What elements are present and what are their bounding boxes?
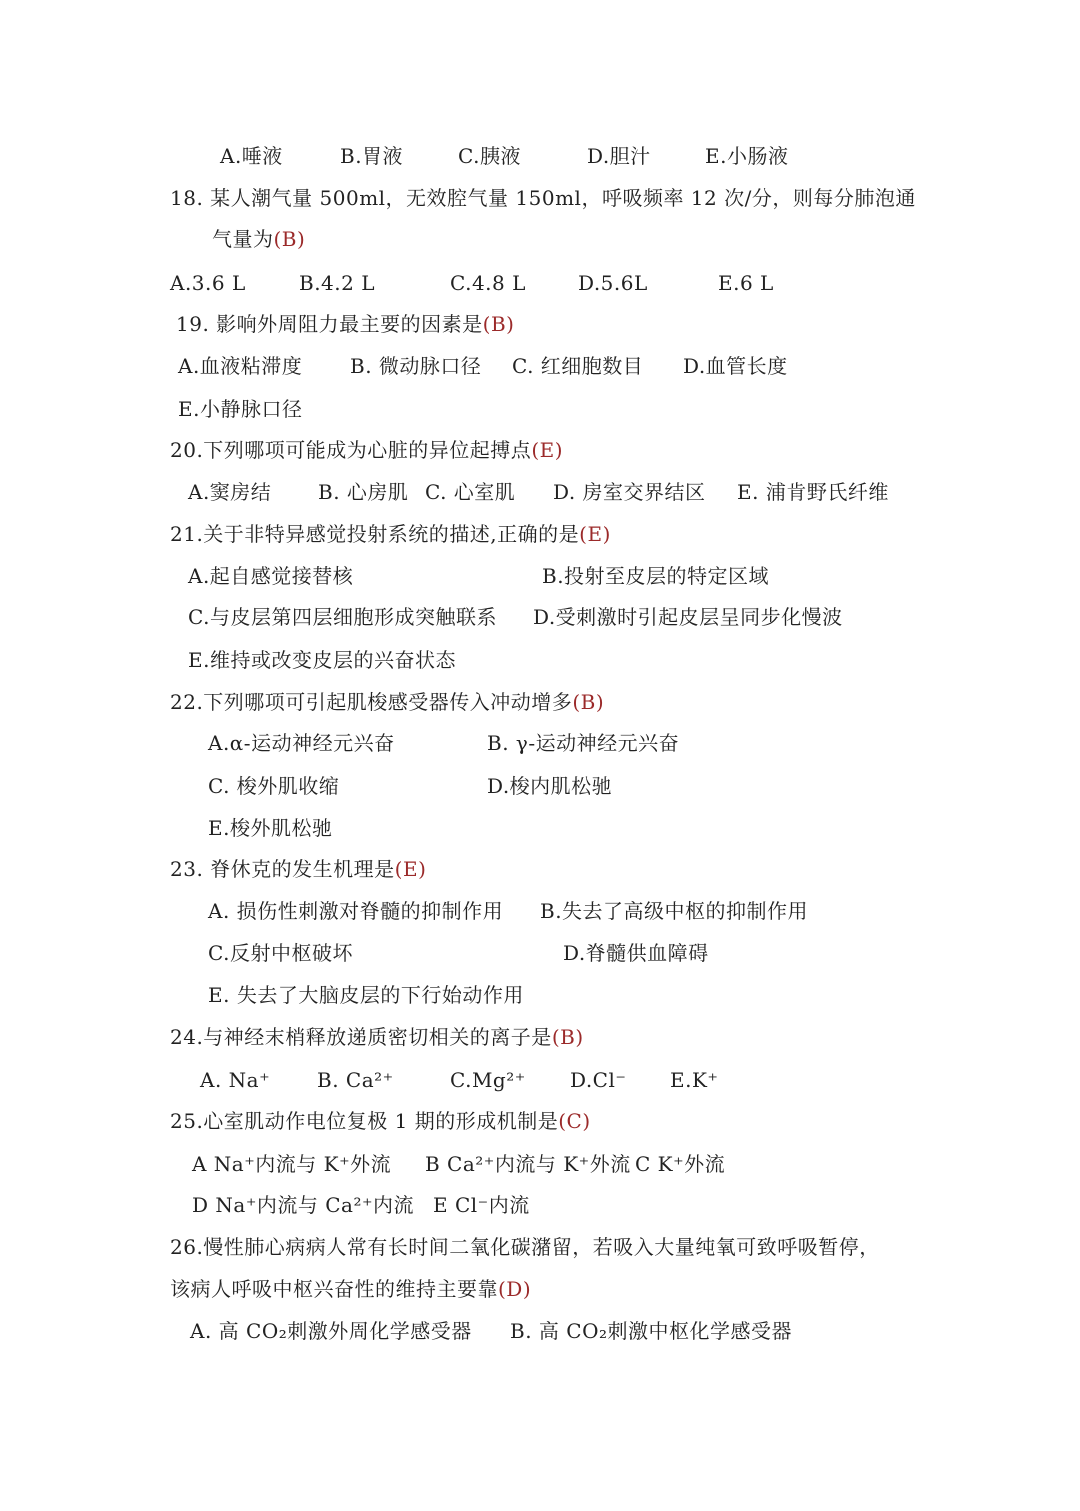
q21-answer: (E) [579, 522, 611, 546]
q23-answer: (E) [394, 857, 427, 881]
q23-stem-text: 23. 脊休克的发生机理是 [170, 857, 395, 881]
q25-option-e[interactable]: E Cl⁻内流 [433, 1193, 530, 1217]
q23-option-e[interactable]: E. 失去了大脑皮层的下行始动作用 [208, 983, 524, 1007]
q20-option-a[interactable]: A.窦房结 [188, 480, 272, 504]
q20-stem-text: 20.下列哪项可能成为心脏的异位起搏点 [170, 438, 532, 462]
q25-answer: (C) [558, 1109, 591, 1133]
q19-option-c[interactable]: C. 红细胞数目 [512, 354, 644, 378]
q21-option-e[interactable]: E.维持或改变皮层的兴奋状态 [188, 648, 456, 672]
q20-stem [170, 437, 563, 463]
q20-option-d[interactable]: D. 房室交界结区 [553, 480, 706, 504]
q23-option-a[interactable]: A. 损伤性刺激对脊髓的抑制作用 [208, 899, 504, 923]
q24-option-e[interactable]: E.K⁺ [670, 1068, 719, 1092]
q22-answer: (B) [572, 690, 605, 714]
q22-option-b[interactable]: B. γ-运动神经元兴奋 [487, 731, 680, 755]
q21-option-d[interactable]: D.受刺激时引起皮层呈同步化慢波 [533, 605, 843, 629]
q26-options [0, 1318, 1080, 1344]
q19-option-e[interactable]: E.小静脉口径 [178, 397, 303, 421]
q18-option-e[interactable]: E.6 L [718, 271, 774, 295]
q21-stem [170, 521, 611, 547]
q17-option-b[interactable]: B.胃液 [340, 144, 404, 168]
q24-options [0, 1067, 1080, 1093]
q17-options [0, 143, 1080, 169]
q23-options-row1 [0, 898, 1080, 924]
q24-option-c[interactable]: C.Mg²⁺ [450, 1068, 526, 1092]
q22-option-a[interactable]: A.α-运动神经元兴奋 [208, 731, 395, 755]
q20-answer: (E) [531, 438, 564, 462]
q19-options [0, 353, 1080, 379]
q25-stem-text: 25.心室肌动作电位复极 1 期的形成机制是 [170, 1109, 559, 1133]
q22-option-d[interactable]: D.梭内肌松驰 [487, 774, 613, 798]
q21-option-b[interactable]: B.投射至皮层的特定区域 [542, 564, 770, 588]
q19-stem-text: 19. 影响外周阻力最主要的因素是 [176, 312, 483, 336]
q23-option-d[interactable]: D.脊髓供血障碍 [563, 941, 709, 965]
q23-stem [170, 856, 426, 882]
q18-options [0, 270, 1080, 296]
q24-answer: (B) [551, 1025, 584, 1049]
q25-option-d[interactable]: D Na⁺内流与 Ca²⁺内流 [192, 1193, 415, 1217]
q18-option-b[interactable]: B.4.2 L [299, 271, 375, 295]
q21-stem-text: 21.关于非特异感觉投射系统的描述,正确的是 [170, 522, 580, 546]
q19-answer: (B) [482, 312, 515, 336]
q24-option-d[interactable]: D.Cl⁻ [570, 1068, 627, 1092]
q22-option-c[interactable]: C. 梭外肌收缩 [208, 774, 340, 798]
q22-options-row2 [0, 773, 1080, 799]
q22-stem [170, 689, 604, 715]
q18-option-d[interactable]: D.5.6L [578, 271, 648, 295]
q26-answer: (D) [498, 1277, 532, 1301]
q25-options-row1 [0, 1151, 1080, 1177]
q24-stem [170, 1024, 584, 1050]
q21-options-row2 [0, 604, 1080, 630]
q18-option-a[interactable]: A.3.6 L [170, 271, 246, 295]
q17-option-c[interactable]: C.胰液 [458, 144, 521, 168]
q21-option-c[interactable]: C.与皮层第四层细胞形成突触联系 [188, 605, 497, 629]
q20-option-e[interactable]: E. 浦肯野氏纤维 [737, 480, 889, 504]
q19-option-b[interactable]: B. 微动脉口径 [350, 354, 482, 378]
q18-option-c[interactable]: C.4.8 L [450, 271, 526, 295]
q20-options [0, 479, 1080, 505]
q22-option-e[interactable]: E.梭外肌松驰 [208, 816, 333, 840]
q26-stem-text: 该病人呼吸中枢兴奋性的维持主要靠 [170, 1277, 498, 1301]
q23-option-c[interactable]: C.反射中枢破坏 [208, 941, 353, 965]
q18-stem-text: 气量为 [212, 227, 274, 251]
q25-option-b[interactable]: B Ca²⁺内流与 K⁺外流 [425, 1152, 631, 1176]
q23-option-b[interactable]: B.失去了高级中枢的抑制作用 [540, 899, 809, 923]
q26-option-a[interactable]: A. 高 CO₂刺激外周化学感受器 [190, 1319, 472, 1343]
q19-option-d[interactable]: D.血管长度 [683, 354, 788, 378]
q26-option-b[interactable]: B. 高 CO₂刺激中枢化学感受器 [510, 1319, 792, 1343]
q25-options-row2 [0, 1192, 1080, 1218]
q18-stem: 18. 某人潮气量 500ml，无效腔气量 150ml，呼吸频率 12 次/分，则每分肺泡通 [170, 186, 916, 210]
q24-option-b[interactable]: B. Ca²⁺ [317, 1068, 394, 1092]
q18-stem-cont [212, 226, 305, 252]
q25-stem [170, 1108, 591, 1134]
q19-stem [176, 311, 514, 337]
q17-option-d[interactable]: D.胆汁 [587, 144, 651, 168]
q25-option-a[interactable]: A Na⁺内流与 K⁺外流 [192, 1152, 392, 1176]
q20-option-b[interactable]: B. 心房肌 [318, 480, 409, 504]
q23-options-row2 [0, 940, 1080, 966]
q25-option-c[interactable]: C K⁺外流 [635, 1152, 726, 1176]
q21-option-a[interactable]: A.起自感觉接替核 [188, 564, 354, 588]
q24-option-a[interactable]: A. Na⁺ [200, 1068, 271, 1092]
q21-options-row1 [0, 563, 1080, 589]
q18-answer: (B) [273, 227, 306, 251]
q24-stem-text: 24.与神经末梢释放递质密切相关的离子是 [170, 1025, 552, 1049]
q22-options-row1 [0, 730, 1080, 756]
q17-option-e[interactable]: E.小肠液 [705, 144, 789, 168]
q17-option-a[interactable]: A.唾液 [220, 144, 283, 168]
q20-option-c[interactable]: C. 心室肌 [425, 480, 516, 504]
q26-stem: 26.慢性肺心病病人常有长时间二氧化碳潴留，若吸入大量纯氧可致呼吸暂停， [170, 1235, 880, 1259]
q19-option-a[interactable]: A.血液粘滞度 [178, 354, 303, 378]
q22-stem-text: 22.下列哪项可引起肌梭感受器传入冲动增多 [170, 690, 573, 714]
q26-stem-cont [170, 1276, 531, 1302]
